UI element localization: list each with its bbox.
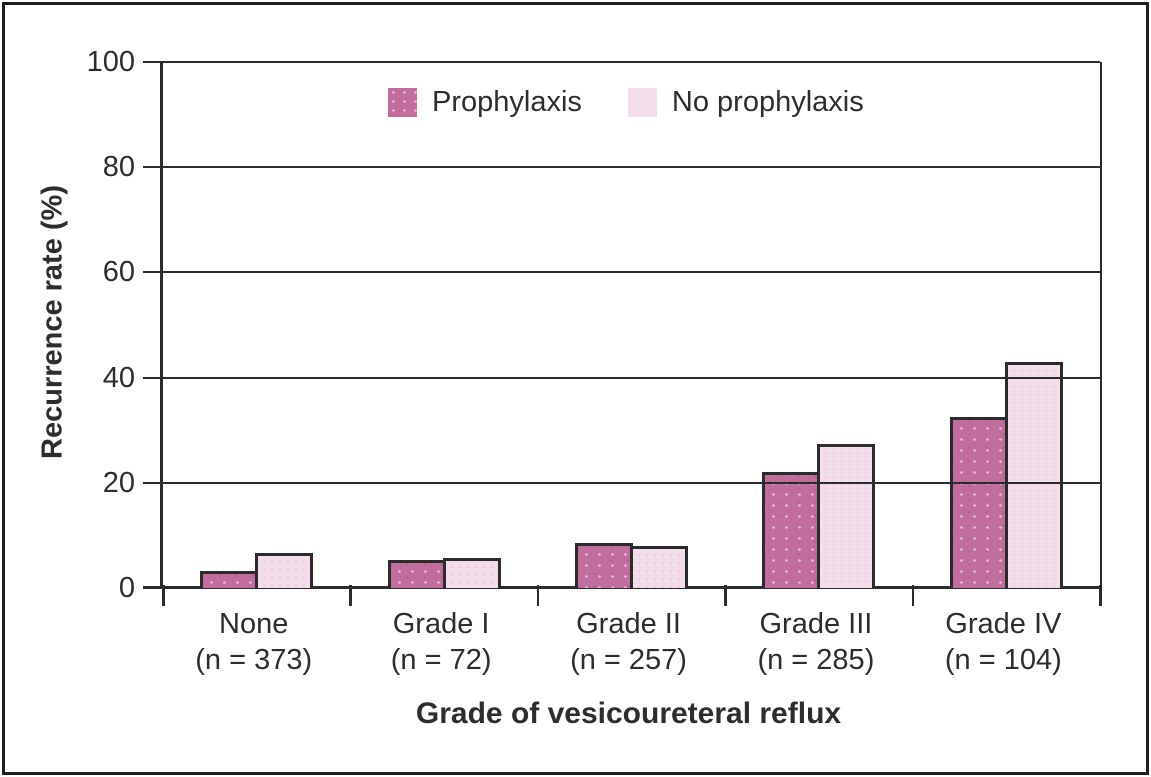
y-axis-title: Recurrence rate (%)	[36, 185, 69, 459]
x-tick-1	[349, 585, 352, 606]
y-tick-label-60: 60	[102, 256, 135, 289]
x-category-labels	[160, 606, 1097, 678]
category-label-none	[160, 606, 347, 678]
y-tick-60	[143, 271, 163, 273]
bar-no-prophylaxis-grade-ii	[630, 546, 688, 588]
category-name: Grade II	[576, 608, 681, 640]
category-sample-size: (n = 285)	[757, 644, 875, 676]
legend-label-no-prophylaxis: No prophylaxis	[671, 86, 864, 118]
bar-no-prophylaxis-grade-iii	[817, 444, 875, 588]
category-name: Grade III	[759, 608, 873, 640]
legend-label-prophylaxis: Prophylaxis	[432, 86, 582, 118]
gridline-100	[163, 61, 1100, 63]
plot-area	[86, 46, 1102, 604]
y-tick-label-80: 80	[102, 151, 135, 184]
x-tick-2	[537, 585, 540, 606]
category-label-grade-ii	[535, 606, 722, 678]
category-label-grade-iv	[910, 606, 1097, 678]
gridline-60	[163, 271, 1100, 273]
category-sample-size: (n = 257)	[570, 644, 687, 676]
x-tick-3	[724, 585, 727, 606]
bar-prophylaxis-grade-ii	[575, 543, 633, 588]
category-name: Grade IV	[945, 608, 1062, 640]
category-label-grade-iii	[722, 606, 909, 678]
gridline-20	[163, 482, 1100, 484]
bar-group-grade-i	[350, 62, 537, 588]
y-tick-40	[143, 377, 163, 379]
x-tick-5	[1099, 585, 1102, 606]
y-tick-label-40: 40	[102, 361, 135, 394]
category-name: None	[219, 608, 289, 640]
y-tick-100	[143, 61, 163, 63]
legend-swatch-prophylaxis-icon	[388, 88, 417, 117]
bar-group-grade-iv	[913, 62, 1100, 588]
bar-prophylaxis-none	[200, 571, 258, 588]
chart-legend	[388, 86, 864, 119]
legend-item-no-prophylaxis	[628, 86, 864, 119]
bar-group-none	[163, 62, 350, 588]
x-axis-title: Grade of vesicoureteral reflux	[415, 697, 842, 730]
y-tick-0	[143, 587, 163, 589]
legend-item-prophylaxis	[388, 86, 582, 119]
legend-swatch-no-prophylaxis-icon	[628, 88, 657, 117]
y-tick-label-0: 0	[118, 572, 135, 604]
bar-groups	[163, 62, 1100, 588]
bar-no-prophylaxis-grade-i	[443, 558, 501, 588]
bar-prophylaxis-grade-iii	[762, 472, 820, 588]
gridline-80	[163, 166, 1100, 168]
y-tick-20	[143, 482, 163, 484]
gridline-40	[163, 377, 1100, 379]
category-sample-size: (n = 104)	[944, 644, 1062, 676]
bar-group-grade-ii	[538, 62, 725, 588]
x-tick-0	[162, 585, 165, 606]
bar-prophylaxis-grade-i	[388, 560, 446, 588]
bar-group-grade-iii	[725, 62, 912, 588]
y-tick-label-20: 20	[102, 466, 135, 499]
category-sample-size: (n = 373)	[195, 644, 313, 676]
y-tick-label-100: 100	[86, 46, 135, 78]
category-name: Grade I	[392, 608, 490, 640]
category-label-grade-i	[347, 606, 534, 678]
category-sample-size: (n = 72)	[390, 644, 492, 676]
x-tick-4	[912, 585, 915, 606]
y-tick-80	[143, 166, 163, 168]
bar-no-prophylaxis-none	[255, 553, 313, 588]
bar-no-prophylaxis-grade-iv	[1005, 362, 1063, 588]
bar-prophylaxis-grade-iv	[950, 417, 1008, 588]
